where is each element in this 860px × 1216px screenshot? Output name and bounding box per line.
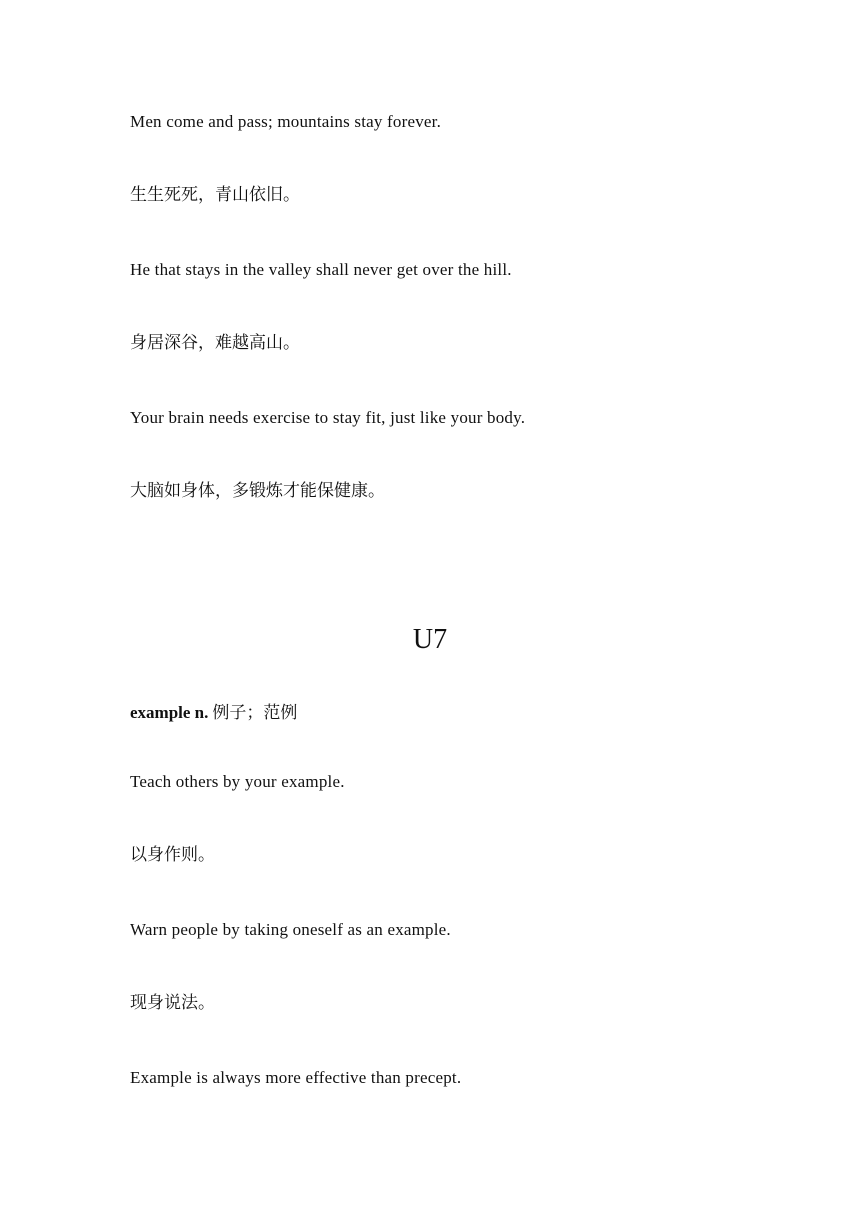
- sentence-english: He that stays in the valley shall never get over the hill.: [130, 260, 512, 279]
- unit-heading: U7: [412, 624, 448, 655]
- sentence-english: Example is always more effective than precept.: [130, 1068, 462, 1087]
- sentence-english: Warn people by taking oneself as an example.: [130, 920, 451, 939]
- sentence-english: Men come and pass; mountains stay forever.: [130, 112, 442, 131]
- vocab-gloss: 例子；范例: [212, 703, 298, 723]
- sentence-chinese: 现身说法。: [130, 993, 215, 1013]
- sentence-english: Your brain needs exercise to stay fit, just like your body.: [130, 408, 526, 427]
- vocab-term: example n.: [130, 703, 209, 722]
- sentence-chinese: 身居深谷，难越高山。: [130, 333, 300, 353]
- sentence-english: Teach others by your example.: [130, 772, 345, 791]
- sentence-chinese: 生生死死，青山依旧。: [130, 185, 300, 205]
- sentence-chinese: 以身作则。: [130, 845, 215, 865]
- sentence-chinese: 大脑如身体，多锻炼才能保健康。: [130, 481, 385, 501]
- vocab-entry: [130, 704, 297, 722]
